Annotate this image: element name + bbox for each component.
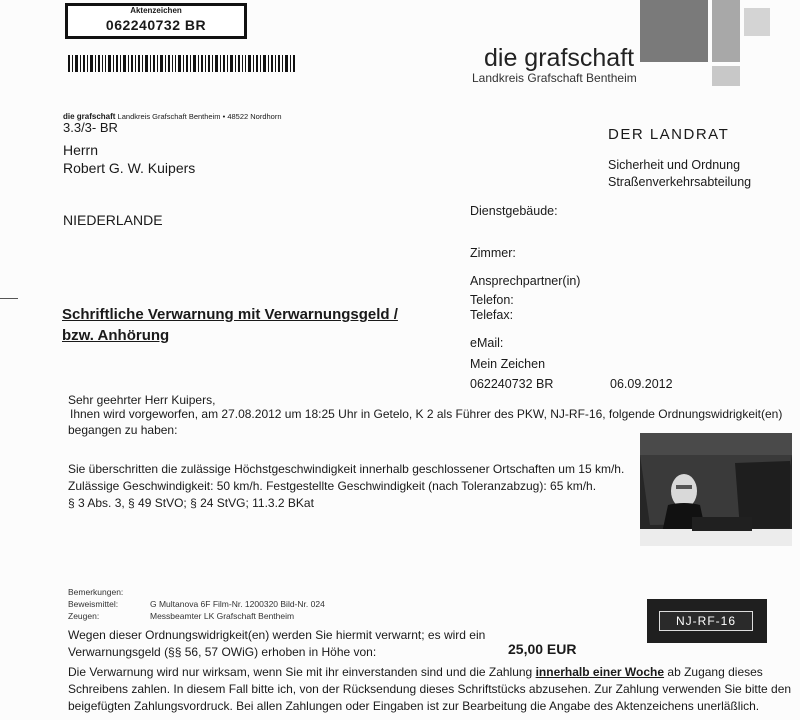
recipient-name: Robert G. W. Kuipers <box>63 160 196 176</box>
authority-department-1: Sicherheit und Ordnung <box>608 158 741 172</box>
payment-deadline: innerhalb einer Woche <box>535 665 665 679</box>
violation-line-2: Zulässige Geschwindigkeit: 50 km/h. Festgestellte Geschwindigkeit (nach Toleranzabzug): 65 km/h. <box>68 479 597 493</box>
speed-camera-photo <box>640 433 792 546</box>
aktenzeichen-number: 062240732 BR <box>105 17 207 33</box>
evidence-label: Beweismittel: <box>68 599 119 609</box>
license-plate-text: NJ-RF-16 <box>659 611 753 631</box>
subject-line-1: Schriftliche Verwarnung mit Verwarnungsgeld / <box>62 306 398 323</box>
warning-line-2: Verwarnungsgeld (§§ 56, 57 OWiG) erhoben in Höhe von: <box>68 645 377 659</box>
closing-line-1 <box>68 665 763 679</box>
remarks-label: Bemerkungen: <box>68 587 124 597</box>
barcode <box>68 55 296 72</box>
info-email-label: eMail: <box>470 336 504 350</box>
closing-line-1-start: Die Verwarnung wird nur wirksam, wenn Sie mit ihr einverstanden sind und die Zahlung <box>68 665 536 679</box>
warning-line-1: Wegen dieser Ordnungswidrigkeit(en) werden Sie hiermit verwarnt; es wird ein <box>68 628 486 642</box>
body-salutation: Sehr geehrter Herr Kuipers, <box>68 393 216 407</box>
info-my-reference-value: 062240732 BR <box>470 377 554 391</box>
letter-date: 06.09.2012 <box>610 377 673 391</box>
recipient-salutation: Herrn <box>63 142 99 158</box>
info-contact-label: Ansprechpartner(in) <box>470 274 581 288</box>
witness-label: Zeugen: <box>68 611 100 621</box>
witness-value: Messbeamter LK Grafschaft Bentheim <box>150 611 295 621</box>
sender-brand: die grafschaft <box>63 112 116 121</box>
closing-line-3: beigefügten Zahlungsvordruck. Bei allen Zahlungen oder Eingaben ist zur Bearbeitung die Angabe des Aktenzeichens unerläßlich. <box>68 699 760 713</box>
authority-title: DER LANDRAT <box>608 126 730 143</box>
logo-subtitle: Landkreis Grafschaft Bentheim <box>472 71 637 85</box>
subject-line-2: bzw. Anhörung <box>62 327 170 344</box>
sender-address: Landkreis Grafschaft Bentheim • 48522 Nordhorn <box>115 112 282 121</box>
body-accusation-line-2: begangen zu haben: <box>68 423 178 437</box>
info-room-label: Zimmer: <box>470 246 516 260</box>
info-my-reference-label: Mein Zeichen <box>470 357 546 371</box>
internal-reference: 3.3/3- BR <box>63 120 118 135</box>
logo-brand-name: die grafschaft <box>484 44 635 72</box>
body-accusation-line-1: Ihnen wird vorgeworfen, am 27.08.2012 um 18:25 Uhr in Getelo, K 2 als Führer des PKW, NJ-RF-16, folgende Ordnungswidrigkeit(en) <box>70 407 783 421</box>
info-fax-label: Telefax: <box>470 308 514 322</box>
aktenzeichen-caption: Aktenzeichen <box>130 6 182 15</box>
authority-department-2: Straßenverkehrsabteilung <box>608 175 752 189</box>
fold-mark <box>0 298 18 299</box>
fine-amount: 25,00 EUR <box>508 641 577 657</box>
info-phone-label: Telefon: <box>470 293 514 307</box>
info-building-label: Dienstgebäude: <box>470 204 558 218</box>
violation-line-1: Sie überschritten die zulässige Höchstgeschwindigkeit innerhalb geschlossener Ortschaften um 15 km/h. <box>68 462 625 476</box>
aktenzeichen-box <box>65 3 247 39</box>
violation-line-3: § 3 Abs. 3, § 49 StVO; § 24 StVG; 11.3.2 BKat <box>68 496 314 510</box>
closing-line-2: Schreibens zahlen. In diesem Fall bitte ich, von der Rücksendung dieses Schriftstücks abzusehen. Zur Zahlung verwenden Sie bitte den <box>68 682 792 696</box>
closing-line-1-end: ab Zugang dieses <box>664 665 763 679</box>
recipient-country: NIEDERLANDE <box>63 212 163 228</box>
license-plate-photo <box>647 599 767 643</box>
evidence-value: G Multanova 6F Film-Nr. 1200320 Bild-Nr. 024 <box>150 599 325 609</box>
logo-mark-icon <box>640 0 775 92</box>
